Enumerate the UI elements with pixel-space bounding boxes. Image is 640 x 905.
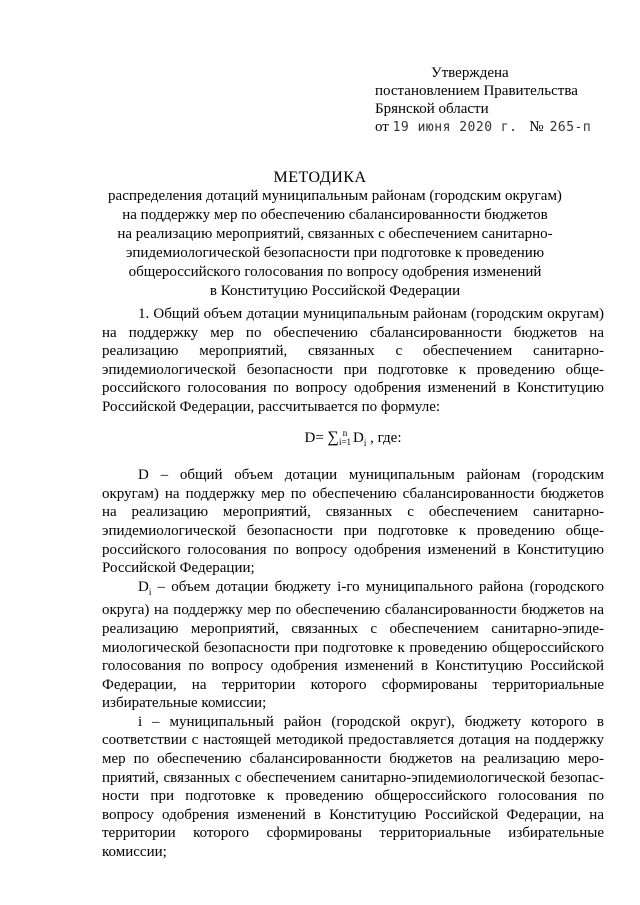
title-line: на поддержку мер по обеспечению сбалансированности бюджетов	[122, 207, 548, 223]
approval-region: Брянской области	[375, 101, 489, 117]
formula-tail: , где:	[370, 429, 402, 446]
p3-symbol-index: i	[148, 586, 152, 597]
title-line: эпидемиологической безопасности при подготовке к проведению	[125, 245, 545, 261]
approval-label: Утверждена	[431, 65, 509, 81]
formula	[102, 429, 604, 453]
formula-sum-sign: ∑	[327, 428, 339, 446]
p3-text: – объем дотации бюджету i-го муниципального района (городского округа) на поддержку мер по обеспечению сбалансированности бюджетов на реализацию мероприятий, связанных с обеспечением санитарно-эпиде-миологической безопасности при подготовке к проведению общероссийского голосования по вопросу одобрения изменений в Конституцию Российской Федерации, на территории которого сформированы территориальные избирательные комиссии;	[102, 578, 604, 712]
paragraph-2: D – общий объем дотации муниципальным районам (городским округам) на поддержку мер по обеспечению сбалансированности бюджетов на реализацию мероприятий, связанных с обеспечением санитарно-эпидемиологической безопасности при подготовке к проведению обще-российского голосования по вопросу одобрения изменений в Конституцию Российской Федерации;	[102, 467, 604, 577]
title-heading: МЕТОДИКА	[273, 169, 367, 186]
paragraph-3	[102, 578, 604, 713]
approval-authority: постановлением Правительства	[375, 83, 578, 99]
formula-lhs: D=	[304, 429, 324, 446]
approval-date: 19 июня 2020 г.	[392, 120, 518, 135]
paragraph-4: i – муниципальный район (городской округ), бюджету которого в соответствии с настоящей методикой предоставляется дотация на поддержку мер по обеспечению сбалансированности бюджетов на реализацию меро-приятий, связанных с обеспечением санитарно-эпидемиологической безопас-ности при подготовке к проведению общероссийского голосования по вопросу одобрения изменений в Конституцию Российской Федерации, на территории которого сформированы территориальные избирательные комиссии;	[102, 713, 604, 861]
title-line: на реализацию мероприятий, связанных с обеспечением санитарно-	[117, 226, 553, 242]
formula-term-index: i	[363, 437, 367, 448]
approval-number: 265-п	[549, 120, 592, 135]
paragraph-1: 1. Общий объем дотации муниципальным районам (городским округам) на поддержку мер по обеспечению сбалансированности бюджетов на реализацию мероприятий, связанных с обеспечением санитарно-эпидемиологической безопасности при подготовке к проведению обще-российского голосования по вопросу одобрения изменений в Конституцию Российской Федерации, рассчитывается по формуле:	[102, 306, 604, 415]
title-line: в Конституцию Российской Федерации	[209, 283, 461, 299]
p3-symbol: D	[138, 578, 149, 595]
formula-term: D	[353, 429, 364, 446]
title-line: общероссийского голосования по вопросу одобрения изменений	[128, 264, 542, 280]
approval-date-line	[375, 118, 591, 137]
formula-upper-limit: n	[342, 428, 348, 439]
approval-date-prefix: от	[375, 119, 389, 135]
approval-block	[375, 64, 591, 137]
approval-number-sign: №	[529, 119, 544, 135]
title-line: распределения дотаций муниципальным районам (городским округам)	[108, 188, 562, 204]
document-body	[102, 305, 604, 862]
formula-limits	[339, 429, 351, 447]
document-title	[0, 168, 640, 301]
formula-lower-limit: i=1	[338, 437, 352, 448]
